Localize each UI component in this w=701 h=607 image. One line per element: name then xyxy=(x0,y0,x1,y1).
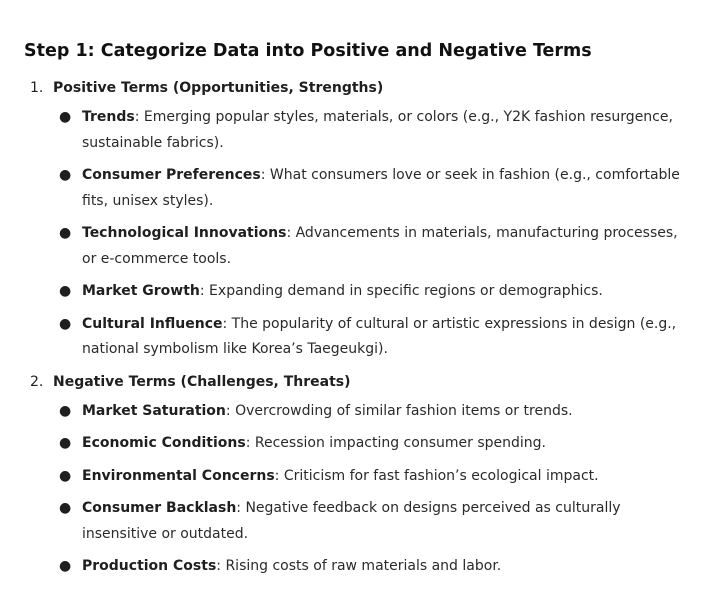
term-label: Consumer Preferences xyxy=(82,167,261,183)
bullet-icon: ● xyxy=(59,558,72,574)
term-description: : The popularity of cultural or artistic expressions in design (e.g., national symbolism like Korea’s Taegeukgi). xyxy=(82,315,677,357)
bullet-icon: ● xyxy=(59,435,72,451)
positive-terms-section xyxy=(24,78,680,363)
step-heading: Step 1: Categorize Data into Positive and Negative Terms xyxy=(24,41,592,61)
bullet-icon: ● xyxy=(59,283,72,299)
section-number: 2. xyxy=(30,373,44,390)
list-item xyxy=(24,163,682,214)
document-content xyxy=(24,38,680,580)
term-label: Environmental Concerns xyxy=(82,467,275,484)
bullet-icon: ● xyxy=(59,167,72,183)
term-description: : Advancements in materials, manufacturing processes, or e-commerce tools. xyxy=(82,225,678,267)
list-item xyxy=(24,431,682,457)
negative-terms-section xyxy=(24,372,674,580)
term-description: : Recession impacting consumer spending. xyxy=(245,435,546,451)
list-item xyxy=(24,399,682,425)
bullet-icon: ● xyxy=(59,315,72,332)
term-description: : Overcrowding of similar fashion items or trends. xyxy=(225,402,573,419)
bullet-icon: ● xyxy=(59,467,72,484)
section-header xyxy=(24,372,674,392)
term-label: Market Saturation xyxy=(82,402,226,419)
bullet-icon: ● xyxy=(59,500,72,516)
section-header xyxy=(24,78,674,98)
bullet-icon: ● xyxy=(59,109,72,125)
positive-terms-list xyxy=(24,105,680,363)
negative-terms-list xyxy=(24,399,674,580)
list-item xyxy=(24,221,682,272)
list-item xyxy=(24,279,682,305)
term-description: : Criticism for fast fashion’s ecological impact. xyxy=(274,467,599,484)
term-label: Consumer Backlash xyxy=(82,500,237,516)
list-item xyxy=(24,312,682,363)
list-item xyxy=(24,496,682,547)
list-item xyxy=(24,105,682,156)
term-description: : Rising costs of raw materials and labor. xyxy=(216,558,502,574)
term-label: Economic Conditions xyxy=(82,435,246,451)
section-title: Positive Terms (Opportunities, Strengths) xyxy=(53,80,384,96)
list-item xyxy=(24,554,682,580)
bullet-icon: ● xyxy=(59,225,72,241)
term-label: Production Costs xyxy=(82,558,217,574)
section-title: Negative Terms (Challenges, Threats) xyxy=(53,373,351,390)
term-description: : Negative feedback on designs perceived as culturally insensitive or outdated. xyxy=(82,500,621,542)
section-number: 1. xyxy=(30,80,44,96)
term-description: : Expanding demand in specific regions or demographics. xyxy=(199,283,603,299)
category-list xyxy=(24,78,680,580)
term-label: Technological Innovations xyxy=(82,225,287,241)
term-label: Cultural Influence xyxy=(82,315,223,332)
term-description: : What consumers love or seek in fashion (e.g., comfortable fits, unisex styles). xyxy=(82,167,680,209)
term-label: Trends xyxy=(82,109,135,125)
term-description: : Emerging popular styles, materials, or colors (e.g., Y2K fashion resurgence, sustainable fabrics). xyxy=(82,109,673,151)
term-label: Market Growth xyxy=(82,283,200,299)
list-item xyxy=(24,464,682,490)
bullet-icon: ● xyxy=(59,402,72,419)
